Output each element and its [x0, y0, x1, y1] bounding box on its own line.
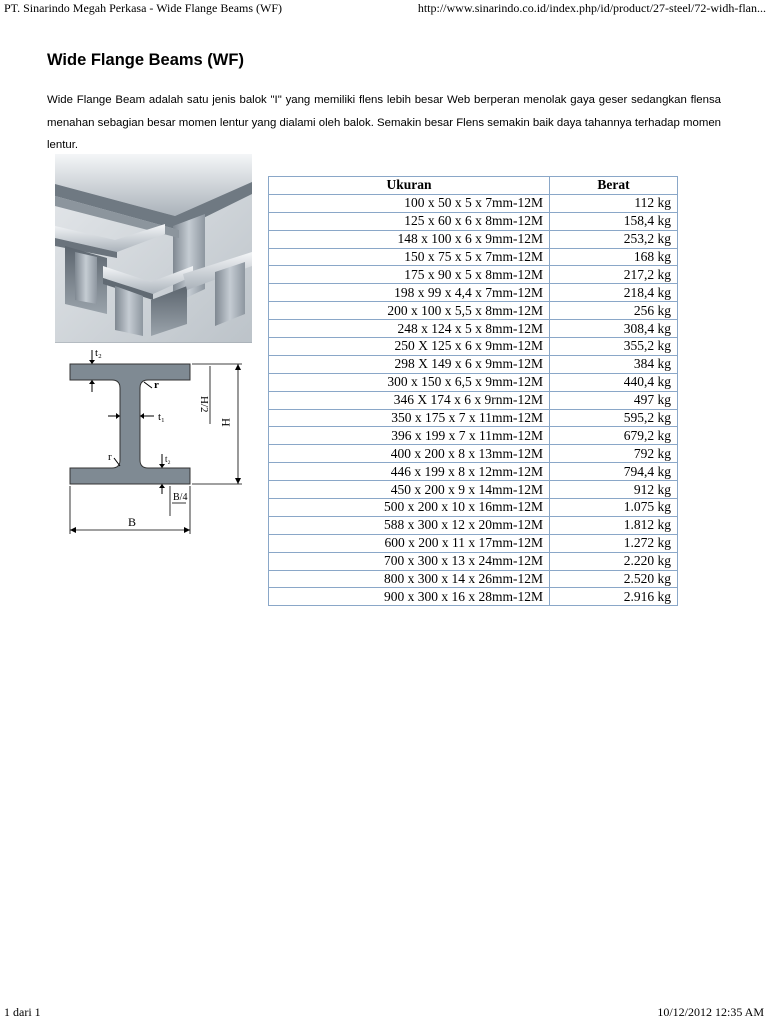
table-row [269, 534, 678, 552]
table-row [269, 481, 678, 499]
beam-size-table [268, 176, 678, 606]
page-title: Wide Flange Beams (WF) [47, 51, 244, 69]
print-header-url: http://www.sinarindo.co.id/index.php/id/product/27-steel/72-widh-flan... [417, 1, 766, 15]
size-cell: 300 x 150 x 6,5 x 9mm-12M [269, 373, 550, 391]
table-row [269, 552, 678, 570]
table-row [269, 373, 678, 391]
table-row [269, 338, 678, 356]
size-cell: 450 x 200 x 9 x 14mm-12M [269, 481, 550, 499]
size-cell: 200 x 100 x 5,5 x 8mm-12M [269, 302, 550, 320]
table-row [269, 409, 678, 427]
diagram-label-r-top: r [154, 379, 159, 391]
table-row [269, 570, 678, 588]
size-cell: 900 x 300 x 16 x 28mm-12M [269, 588, 550, 606]
weight-cell: 217,2 kg [550, 266, 678, 284]
size-cell: 148 x 100 x 6 x 9mm-12M [269, 230, 550, 248]
table-row [269, 302, 678, 320]
weight-cell: 158,4 kg [550, 212, 678, 230]
diagram-label-b-quarter: B/4 [173, 492, 188, 503]
beam-photo [55, 154, 252, 343]
size-cell: 446 x 199 x 8 x 12mm-12M [269, 463, 550, 481]
diagram-label-r-bottom: r [108, 451, 112, 463]
size-cell: 400 x 200 x 8 x 13mm-12M [269, 445, 550, 463]
size-cell: 100 x 50 x 5 x 7mm-12M [269, 194, 550, 212]
table-row [269, 212, 678, 230]
table-row [269, 588, 678, 606]
weight-cell: 1.272 kg [550, 534, 678, 552]
weight-cell: 218,4 kg [550, 284, 678, 302]
size-cell: 198 x 99 x 4,4 x 7mm-12M [269, 284, 550, 302]
diagram-label-h: H [219, 418, 233, 427]
weight-cell: 2.220 kg [550, 552, 678, 570]
table-row [269, 266, 678, 284]
size-cell: 396 x 199 x 7 x 11mm-12M [269, 427, 550, 445]
table-row [269, 355, 678, 373]
weight-cell: 2.916 kg [550, 588, 678, 606]
weight-cell: 355,2 kg [550, 338, 678, 356]
column-header-weight: Berat [550, 177, 678, 195]
column-header-size: Ukuran [269, 177, 550, 195]
weight-cell: 168 kg [550, 248, 678, 266]
print-footer-datetime: 10/12/2012 12:35 AM [657, 1005, 764, 1019]
weight-cell: 308,4 kg [550, 320, 678, 338]
table-row [269, 391, 678, 409]
size-cell: 250 X 125 x 6 x 9mm-12M [269, 338, 550, 356]
diagram-label-h-half: H/2 [198, 396, 210, 413]
weight-cell: 794,4 kg [550, 463, 678, 481]
table-body [269, 194, 678, 605]
weight-cell: 679,2 kg [550, 427, 678, 445]
weight-cell: 1.812 kg [550, 516, 678, 534]
size-cell: 125 x 60 x 6 x 8mm-12M [269, 212, 550, 230]
weight-cell: 253,2 kg [550, 230, 678, 248]
print-footer-page: 1 dari 1 [4, 1005, 41, 1019]
weight-cell: 792 kg [550, 445, 678, 463]
weight-cell: 256 kg [550, 302, 678, 320]
table-row [269, 284, 678, 302]
print-header-title: PT. Sinarindo Megah Perkasa - Wide Flange Beams (WF) [4, 1, 283, 15]
size-cell: 700 x 300 x 13 x 24mm-12M [269, 552, 550, 570]
table-row [269, 463, 678, 481]
size-cell: 248 x 124 x 5 x 8mm-12M [269, 320, 550, 338]
size-cell: 350 x 175 x 7 x 11mm-12M [269, 409, 550, 427]
size-cell: 346 X 174 x 6 x 9rnm-12M [269, 391, 550, 409]
size-cell: 800 x 300 x 14 x 26mm-12M [269, 570, 550, 588]
table-row [269, 320, 678, 338]
diagram-label-t2-bottom: t₂ [165, 454, 171, 464]
size-cell: 298 X 149 x 6 x 9mm-12M [269, 355, 550, 373]
size-cell: 150 x 75 x 5 x 7mm-12M [269, 248, 550, 266]
diagram-label-t1: t₁ [158, 411, 165, 423]
weight-cell: 112 kg [550, 194, 678, 212]
table-row [269, 230, 678, 248]
intro-paragraph: Wide Flange Beam adalah satu jenis balok "I" yang memiliki flens lebih besar Web berperan menolak gaya geser sedangkan flensa menahan sebagian besar momen lentur yang dialami oleh balok. Semakin besar Flens semakin baik daya tahannya terhadap momen lentur. [47, 94, 721, 151]
table-header-row [269, 177, 678, 195]
table-row [269, 445, 678, 463]
table-row [269, 194, 678, 212]
diagram-label-b: B [128, 515, 137, 529]
diagram-label-t2-top: t₂ [95, 347, 102, 359]
weight-cell: 912 kg [550, 481, 678, 499]
size-cell: 500 x 200 x 10 x 16mm-12M [269, 499, 550, 517]
table-row [269, 427, 678, 445]
weight-cell: 440,4 kg [550, 373, 678, 391]
size-cell: 588 x 300 x 12 x 20mm-12M [269, 516, 550, 534]
size-cell: 175 x 90 x 5 x 8mm-12M [269, 266, 550, 284]
weight-cell: 384 kg [550, 355, 678, 373]
weight-cell: 497 kg [550, 391, 678, 409]
weight-cell: 595,2 kg [550, 409, 678, 427]
size-cell: 600 x 200 x 11 x 17mm-12M [269, 534, 550, 552]
weight-cell: 1.075 kg [550, 499, 678, 517]
table-row [269, 248, 678, 266]
table-row [269, 516, 678, 534]
weight-cell: 2.520 kg [550, 570, 678, 588]
beam-cross-section-diagram [62, 344, 252, 540]
table-row [269, 499, 678, 517]
